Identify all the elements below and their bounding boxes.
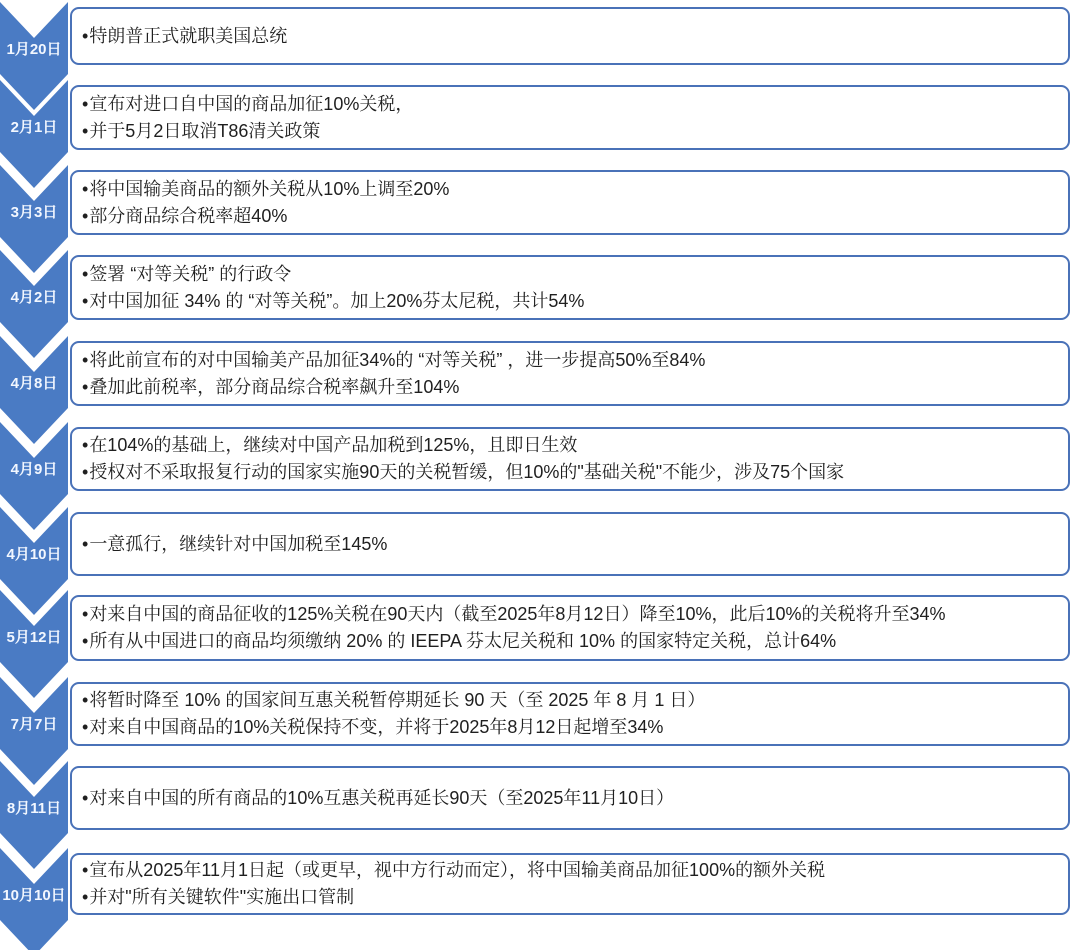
timeline-event-text xyxy=(82,176,1058,203)
timeline-date-label: 4月10日 xyxy=(6,546,62,563)
timeline-event-text xyxy=(82,91,1058,118)
timeline-event-box xyxy=(70,595,1070,661)
timeline-date-label: 4月8日 xyxy=(10,375,58,392)
bullet-marker: • xyxy=(82,787,89,808)
timeline-date-label: 8月11日 xyxy=(6,800,62,817)
event-line-text: 宣布对进口自中国的商品加征10%关税， xyxy=(89,93,414,114)
event-line-text: 在104%的基础上，继续对中国产品加税到125%，且即日生效 xyxy=(89,435,578,455)
bullet-marker: • xyxy=(82,376,89,397)
bullet-marker: • xyxy=(82,93,89,114)
timeline-event-box xyxy=(70,255,1070,320)
timeline-event-text xyxy=(82,23,1058,50)
bullet-marker: • xyxy=(82,290,89,311)
timeline-event-box xyxy=(70,512,1070,576)
bullet-marker: • xyxy=(82,349,89,370)
event-line-text: 并于5月2日取消T86清关政策 xyxy=(89,120,321,141)
bullet-marker: • xyxy=(82,690,89,710)
bullet-marker: • xyxy=(82,533,89,554)
event-line-text: 对来自中国的所有商品的10%互惠关税再延长90天（至2025年11月10日） xyxy=(89,787,675,808)
timeline-event-text xyxy=(82,347,1058,374)
bullet-marker: • xyxy=(82,263,89,284)
bullet-marker: • xyxy=(82,860,89,880)
timeline-event-text xyxy=(82,628,1058,655)
timeline-date-label: 3月3日 xyxy=(10,204,58,221)
timeline-date-label: 5月12日 xyxy=(6,629,62,646)
event-line-text: 所有从中国进口的商品均须缴纳 20% 的 IEEPA 芬太尼关税和 10% 的国家特定关税，总计64% xyxy=(89,631,837,651)
timeline-event-text xyxy=(82,601,1058,628)
bullet-marker: • xyxy=(82,887,89,907)
timeline-event-box xyxy=(70,682,1070,746)
timeline-event-text xyxy=(82,857,1058,884)
timeline-date-label: 7月7日 xyxy=(10,716,58,733)
event-line-text: 对来自中国的商品征收的125%关税在90天内（截至2025年8月12日）降至10%，此后10%的关税将升至34% xyxy=(89,604,946,624)
bullet-marker: • xyxy=(82,435,89,455)
timeline-event-text xyxy=(82,687,1058,714)
timeline-event-text xyxy=(82,261,1058,288)
bullet-marker: • xyxy=(82,120,89,141)
timeline-event-text xyxy=(82,288,1058,315)
event-line-text: 部分商品综合税率超40% xyxy=(89,205,288,226)
timeline-event-text xyxy=(82,118,1058,145)
timeline-event-text xyxy=(82,432,1058,459)
timeline-date-label: 4月9日 xyxy=(10,461,58,478)
timeline-event-box xyxy=(70,853,1070,915)
event-line-text: 并对"所有关键软件"实施出口管制 xyxy=(89,887,355,907)
timeline-event-text xyxy=(82,785,1058,812)
event-line-text: 对来自中国商品的10%关税保持不变，并将于2025年8月12日起增至34% xyxy=(89,717,664,737)
event-line-text: 将中国输美商品的额外关税从10%上调至20% xyxy=(89,178,450,199)
bullet-marker: • xyxy=(82,205,89,226)
bullet-marker: • xyxy=(82,604,89,624)
timeline-event-box xyxy=(70,170,1070,235)
bullet-marker: • xyxy=(82,462,89,482)
timeline-event-box xyxy=(70,341,1070,406)
timeline-event-text xyxy=(82,531,1058,558)
timeline-event-box xyxy=(70,7,1070,65)
bullet-marker: • xyxy=(82,178,89,199)
timeline-event-text xyxy=(82,203,1058,230)
bullet-marker: • xyxy=(82,25,89,46)
event-line-text: 对中国加征 34% 的 “对等关税”。加上20%芬太尼税，共计54% xyxy=(89,290,585,311)
event-line-text: 授权对不采取报复行动的国家实施90天的关税暂缓，但10%的"基础关税"不能少，涉及75个国家 xyxy=(89,462,845,482)
event-line-text: 特朗普正式就职美国总统 xyxy=(89,25,288,46)
timeline-date-label: 2月1日 xyxy=(10,119,58,136)
timeline-event-text xyxy=(82,884,1058,911)
timeline-date-label: 4月2日 xyxy=(10,289,58,306)
event-line-text: 叠加此前税率，部分商品综合税率飙升至104% xyxy=(89,376,460,397)
event-line-text: 签署 “对等关税” 的行政令 xyxy=(89,263,292,284)
bullet-marker: • xyxy=(82,717,89,737)
timeline-event-box xyxy=(70,766,1070,830)
timeline-event-box xyxy=(70,85,1070,150)
timeline-date-label: 10月10日 xyxy=(2,887,66,904)
timeline-event-text xyxy=(82,714,1058,741)
timeline-event-text xyxy=(82,459,1058,486)
event-line-text: 将暂时降至 10% 的国家间互惠关税暂停期延长 90 天（至 2025 年 8 月 1 日） xyxy=(89,690,706,710)
event-line-text: 将此前宣布的对中国输美产品加征34%的 “对等关税” ，进一步提高50%至84% xyxy=(89,349,706,370)
timeline-event-text xyxy=(82,374,1058,401)
timeline-date-label: 1月20日 xyxy=(6,41,62,58)
event-line-text: 一意孤行，继续针对中国加税至145% xyxy=(89,533,388,554)
event-line-text: 宣布从2025年11月1日起（或更早，视中方行动而定），将中国输美商品加征100%的额外关税 xyxy=(89,860,826,880)
timeline-event-box xyxy=(70,427,1070,491)
bullet-marker: • xyxy=(82,631,89,651)
